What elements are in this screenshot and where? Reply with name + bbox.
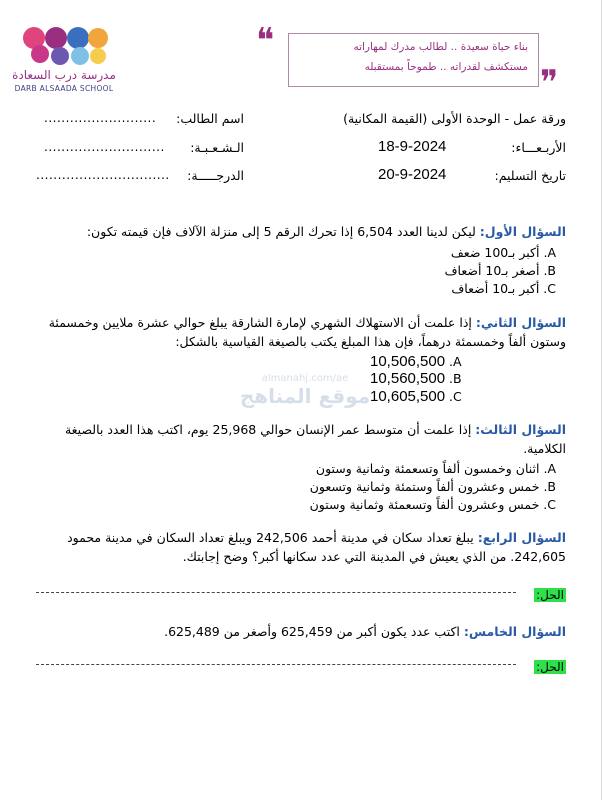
question-3 bbox=[36, 420, 566, 458]
question-2-option-c[interactable]: 10,605,500 .C bbox=[370, 388, 462, 405]
option-letter: C bbox=[547, 281, 556, 296]
question-3-option-c[interactable]: C. خمس وعشرون ألفاً وتسعمئة وثمانية وستون bbox=[309, 497, 556, 512]
question-1-option-c[interactable]: C. أكبر بـ10 أضعاف bbox=[451, 281, 556, 296]
question-3-option-a[interactable]: A. اثنان وخمسون ألفاً وتسعمئة وثمانية وستون bbox=[315, 461, 556, 476]
day-date: 18-9-2024 bbox=[378, 138, 447, 155]
question-1-text: ليكن لدينا العدد 6,504 إذا تحرك الرقم 5 إلى منزلة الآلاف فإن قيمته تكون: bbox=[86, 224, 476, 239]
watermark bbox=[230, 373, 380, 408]
student-name-label: اسم الطالب: bbox=[176, 111, 244, 126]
question-5-label: السؤال الخامس: bbox=[463, 624, 566, 639]
option-text: أصغر بـ10 أضعاف bbox=[444, 263, 540, 278]
option-letter: A bbox=[547, 245, 556, 260]
slogan-line-1: بناء حياة سعيدة .. لطالب مدرك لمهاراته bbox=[353, 41, 528, 53]
question-1-label: السؤال الأول: bbox=[479, 224, 566, 239]
section-label: الـشـعـبـة: bbox=[190, 140, 244, 155]
watermark-text: موقع المناهج bbox=[239, 384, 371, 408]
option-text: أكبر بـ100 ضعف bbox=[450, 245, 540, 260]
slogan-box bbox=[288, 33, 539, 87]
option-text: 10,506,500 bbox=[370, 353, 446, 370]
question-1 bbox=[36, 222, 566, 241]
due-date-label: تاريخ التسليم: bbox=[494, 168, 566, 183]
option-text: أكبر بـ10 أضعاف bbox=[451, 281, 540, 296]
question-4-text: يبلغ تعداد سكان في مدينة أحمد 242,506 ويبلغ تعداد السكان في مدينة محمود 242,605. من الذي يعيش في المدينة التي عدد سكانها أكبر؟ وضح إجابتك. bbox=[67, 530, 566, 564]
close-quote-icon: ❞ bbox=[540, 63, 559, 103]
question-4-answer-line[interactable] bbox=[36, 592, 516, 593]
question-5-answer-line[interactable] bbox=[36, 664, 516, 665]
question-2-option-a[interactable]: 10,506,500 .A bbox=[370, 353, 462, 370]
worksheet-title: ورقة عمل - الوحدة الأولى (القيمة المكانية) bbox=[343, 111, 566, 126]
option-text: 10,605,500 bbox=[370, 388, 446, 405]
question-1-option-a[interactable]: A. أكبر بـ100 ضعف bbox=[450, 245, 556, 260]
question-3-label: السؤال الثالث: bbox=[475, 422, 566, 437]
question-5 bbox=[36, 622, 566, 641]
option-letter: A bbox=[547, 461, 556, 476]
question-2 bbox=[36, 313, 566, 351]
option-letter: B bbox=[547, 263, 556, 278]
solution-label: الحل: bbox=[536, 660, 564, 674]
option-letter: C bbox=[547, 497, 556, 512]
question-4-label: السؤال الرابع: bbox=[477, 530, 566, 545]
option-text: خمس وعشرون ألفاً وستمئة وثمانية وتسعون bbox=[309, 479, 540, 494]
question-2-label: السؤال الثاني: bbox=[475, 315, 566, 330]
question-4-solution[interactable] bbox=[534, 584, 566, 603]
solution-label: الحل: bbox=[536, 588, 564, 602]
question-3-text: إذا علمت أن متوسط عمر الإنسان حوالي 25,968 يوم، اكتب هذا العدد بالصيغة الكلامية. bbox=[64, 422, 566, 456]
question-2-option-b[interactable]: 10,560,500 .B bbox=[370, 370, 462, 387]
school-name-arabic: مدرسة درب السعادة bbox=[12, 68, 116, 82]
question-2-text: إذا علمت أن الاستهلاك الشهري لإمارة الشارقة يبلغ حوالي عشرة ملايين وخمسمئة وستون ألفاً وخمسمئة درهماً، فإن هذا المبلغ يكتب بالصيغة القياسية بالشكل: bbox=[48, 315, 566, 349]
option-text: خمس وعشرون ألفاً وتسعمئة وثمانية وستون bbox=[309, 497, 540, 512]
day-label: الأربـعـــاء: bbox=[511, 140, 566, 155]
watermark-url: almanahj.com/ae bbox=[261, 373, 349, 384]
grade-label: الدرجـــــة: bbox=[187, 168, 244, 183]
option-letter: B bbox=[453, 371, 462, 386]
question-4 bbox=[36, 528, 566, 566]
question-5-solution[interactable] bbox=[534, 656, 566, 675]
option-text: اثنان وخمسون ألفاً وتسعمئة وثمانية وستون bbox=[315, 461, 540, 476]
question-5-text: اكتب عدد يكون أكبر من 625,459 وأصغر من 625,489. bbox=[164, 624, 460, 639]
open-quote-icon: ❝ bbox=[256, 21, 275, 61]
slogan-line-2: مستكشف لقدراته .. طموحاً بمستقبله bbox=[364, 61, 528, 73]
section-field[interactable]: ............................ bbox=[44, 140, 165, 154]
option-letter: B bbox=[547, 479, 556, 494]
option-letter: C bbox=[453, 389, 462, 404]
question-1-option-b[interactable]: B. أصغر بـ10 أضعاف bbox=[444, 263, 556, 278]
question-3-option-b[interactable]: B. خمس وعشرون ألفاً وستمئة وثمانية وتسعون bbox=[309, 479, 556, 494]
option-letter: A bbox=[453, 354, 462, 369]
grade-field[interactable]: ............................... bbox=[36, 168, 170, 182]
option-text: 10,560,500 bbox=[370, 370, 446, 387]
student-name-field[interactable]: .......................... bbox=[44, 111, 157, 125]
school-name-english: DARB ALSAADA SCHOOL bbox=[14, 84, 114, 93]
due-date: 20-9-2024 bbox=[378, 166, 447, 183]
